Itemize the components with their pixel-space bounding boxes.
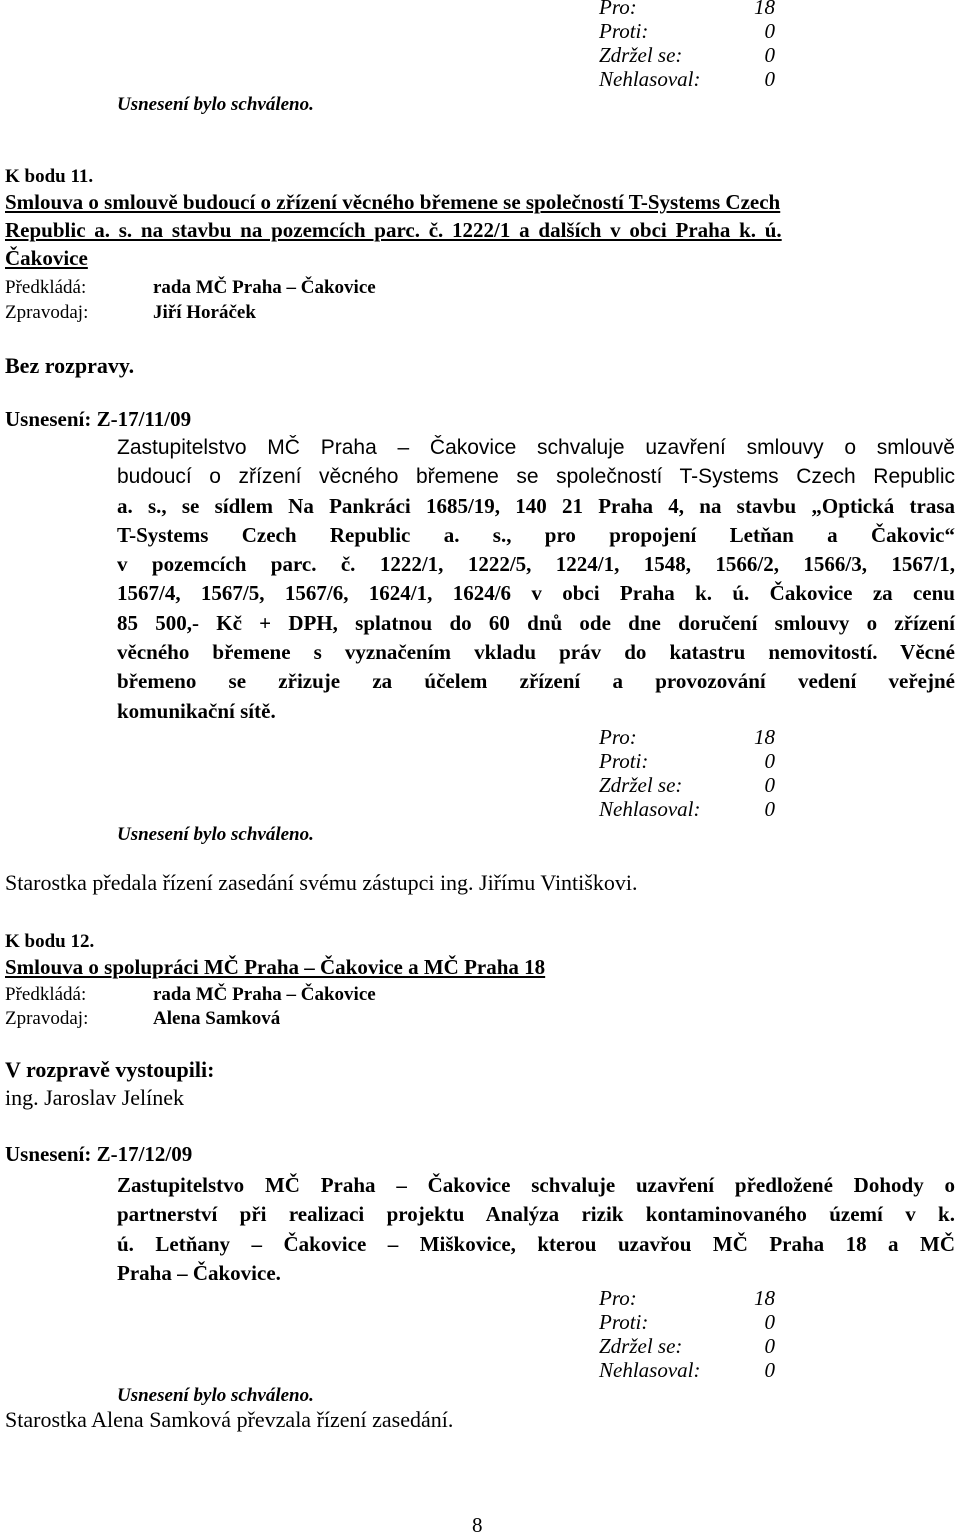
vote-proti-row xyxy=(599,19,775,43)
item12-heading: K bodu 12. xyxy=(5,931,95,952)
vote-pro-value: 18 xyxy=(754,1286,775,1310)
item11-note: Starostka předala řízení zasedání svému zástupci ing. Jiřímu Vintiškovi. xyxy=(5,870,638,895)
item12-approved: Usnesení bylo schváleno. xyxy=(117,1385,314,1406)
item12-vote-block xyxy=(599,1286,775,1382)
item11-no-debate: Bez rozpravy. xyxy=(5,353,135,378)
vote-nehlasoval-row xyxy=(599,67,775,91)
item11-predklada-value: rada MČ Praha – Čakovice xyxy=(153,277,376,298)
vote-pro-value: 18 xyxy=(754,725,775,749)
resolution-line: T-Systems Czech Republic a. s., pro propojení Letňan a Čakovic“ xyxy=(117,522,955,547)
vote-pro-label: Pro: xyxy=(599,1286,637,1310)
vote-proti-value: 0 xyxy=(764,749,775,773)
vote-zdrzel-label: Zdržel se: xyxy=(599,1334,683,1358)
vote-proti-value: 0 xyxy=(764,1310,775,1334)
resolution-line: v pozemcích parc. č. 1222/1, 1222/5, 1224/1, 1548, 1566/2, 1566/3, 1567/1, xyxy=(117,552,955,577)
item11-predklada-label: Předkládá: xyxy=(5,277,87,298)
vote-zdrzel-row xyxy=(599,1334,775,1358)
resolution-line: partnerství při realizaci projektu Analýza rizik kontaminovaného území v k. xyxy=(117,1202,955,1227)
resolution-line: břemeno se zřizuje za účelem zřízení a provozování vedení veřejné xyxy=(117,669,955,694)
resolution-line: 1567/4, 1567/5, 1567/6, 1624/1, 1624/6 v obci Praha k. ú. Čakovice za cenu xyxy=(117,581,955,606)
vote-nehlasoval-label: Nehlasoval: xyxy=(599,797,701,821)
item11-vote-block xyxy=(599,725,775,821)
resolution-line: Praha – Čakovice. xyxy=(117,1260,281,1285)
item11-title-line: Smlouva o smlouvě budoucí o zřízení věcného břemene se společností T-Systems Czech xyxy=(5,190,781,214)
vote-zdrzel-value: 0 xyxy=(764,43,775,67)
resolution-line: a. s., se sídlem Na Pankráci 1685/19, 140 21 Praha 4, na stavbu „Optická trasa xyxy=(117,493,955,518)
page-number: 8 xyxy=(472,1513,483,1537)
item11-resolution-label: Usnesení: Z-17/11/09 xyxy=(5,407,192,431)
resolution-line: ú. Letňany – Čakovice – Miškovice, kterou uzavřou MČ Praha 18 a MČ xyxy=(117,1231,955,1256)
item11-zpravodaj-value: Jiří Horáček xyxy=(153,302,256,323)
item12-resolution-text xyxy=(117,1171,955,1288)
item12-title: Smlouva o spolupráci MČ Praha – Čakovice a MČ Praha 18 xyxy=(5,955,546,979)
resolution-line: 85 500,- Kč + DPH, splatnou do 60 dnů ode dne doručení smlouvy o zřízení xyxy=(117,610,955,635)
vote-nehlasoval-row xyxy=(599,797,775,821)
vote-zdrzel-row xyxy=(599,773,775,797)
item12-debate-label: V rozpravě vystoupili: xyxy=(5,1057,215,1082)
item11-resolution-text xyxy=(117,433,955,726)
item11-heading: K bodu 11. xyxy=(5,166,94,187)
item11-title-line: Republic a. s. na stavbu na pozemcích parc. č. 1222/1 a dalších v obci Praha k. ú. xyxy=(5,218,782,242)
item11-zpravodaj-label: Zpravodaj: xyxy=(5,302,89,323)
item12-debate-speaker: ing. Jaroslav Jelínek xyxy=(5,1085,185,1110)
vote-proti-label: Proti: xyxy=(599,19,649,43)
vote-pro-label: Pro: xyxy=(599,0,637,19)
vote-zdrzel-value: 0 xyxy=(764,773,775,797)
item12-note: Starostka Alena Samková převzala řízení zasedání. xyxy=(5,1407,454,1432)
resolution-line: budoucí o zřízení věcného břemene se společností T-Systems Czech Republic xyxy=(117,465,955,489)
resolution-line: věcného břemene s vyznačením vkladu práv do katastru nemovitostí. Věcné xyxy=(117,640,955,665)
vote-nehlasoval-label: Nehlasoval: xyxy=(599,67,701,91)
item11-title-line: Čakovice xyxy=(5,246,88,270)
item11-approved: Usnesení bylo schváleno. xyxy=(117,824,314,845)
vote-pro-value: 18 xyxy=(754,0,775,19)
vote-proti-label: Proti: xyxy=(599,1310,649,1334)
vote-zdrzel-value: 0 xyxy=(764,1334,775,1358)
vote-nehlasoval-value: 0 xyxy=(764,797,775,821)
vote-nehlasoval-value: 0 xyxy=(764,67,775,91)
vote-zdrzel-row xyxy=(599,43,775,67)
item12-predklada-value: rada MČ Praha – Čakovice xyxy=(153,984,376,1005)
resolution-line: Zastupitelstvo MČ Praha – Čakovice schvaluje uzavření předložené Dohody o xyxy=(117,1173,955,1197)
vote-pro-label: Pro: xyxy=(599,725,637,749)
vote-proti-value: 0 xyxy=(764,19,775,43)
item11-title xyxy=(5,188,782,272)
top-approved: Usnesení bylo schváleno. xyxy=(117,94,314,115)
vote-pro-row xyxy=(599,0,775,19)
vote-zdrzel-label: Zdržel se: xyxy=(599,43,683,67)
top-vote-block xyxy=(599,0,775,91)
vote-proti-row xyxy=(599,1310,775,1334)
vote-proti-label: Proti: xyxy=(599,749,649,773)
vote-nehlasoval-value: 0 xyxy=(764,1358,775,1382)
item12-zpravodaj-label: Zpravodaj: xyxy=(5,1008,89,1029)
item12-resolution-label: Usnesení: Z-17/12/09 xyxy=(5,1142,193,1166)
vote-pro-row xyxy=(599,1286,775,1310)
item12-predklada-label: Předkládá: xyxy=(5,984,87,1005)
vote-nehlasoval-label: Nehlasoval: xyxy=(599,1358,701,1382)
vote-nehlasoval-row xyxy=(599,1358,775,1382)
item12-zpravodaj-value: Alena Samková xyxy=(153,1008,281,1029)
resolution-line: komunikační sítě. xyxy=(117,698,276,723)
resolution-line: Zastupitelstvo MČ Praha – Čakovice schvaluje uzavření smlouvy o smlouvě xyxy=(117,436,955,459)
vote-pro-row xyxy=(599,725,775,749)
vote-proti-row xyxy=(599,749,775,773)
vote-zdrzel-label: Zdržel se: xyxy=(599,773,683,797)
